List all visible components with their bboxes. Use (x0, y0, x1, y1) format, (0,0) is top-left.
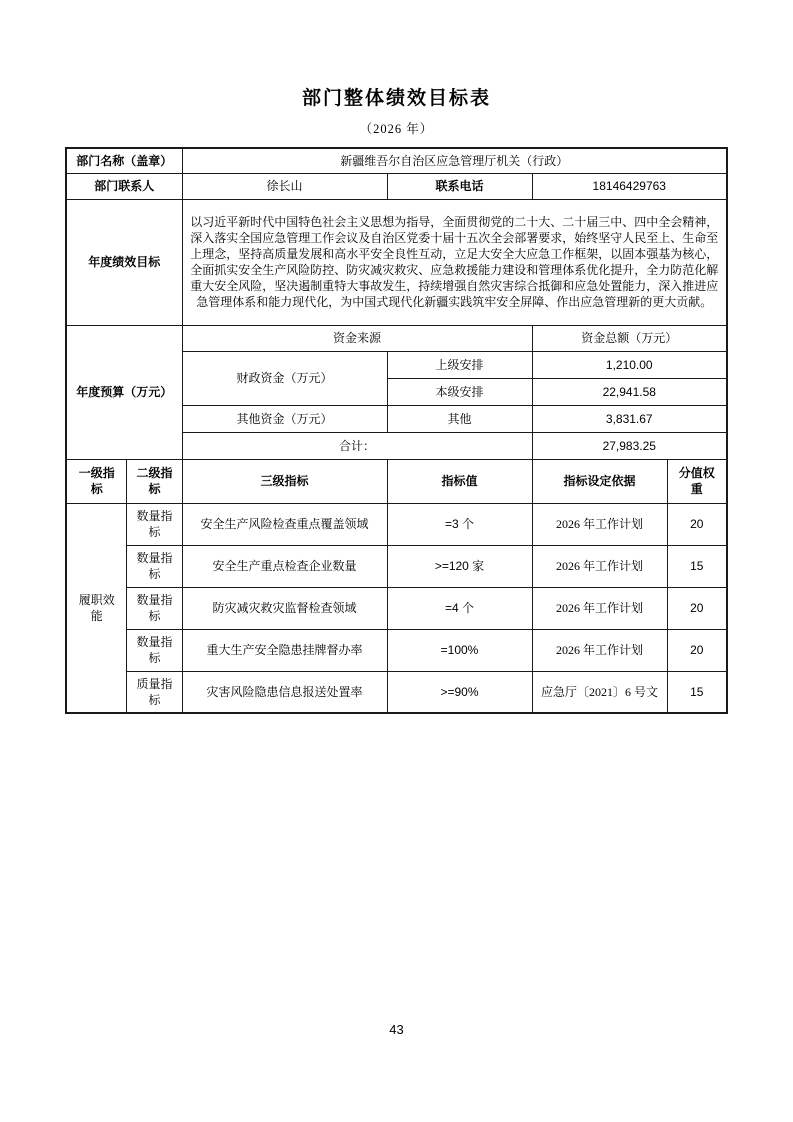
indicator-level2: 数量指标 (127, 503, 182, 545)
phone-label: 联系电话 (387, 173, 532, 199)
indicator-level2: 数量指标 (127, 587, 182, 629)
table-row (66, 173, 727, 199)
indicator-row (66, 503, 727, 545)
annual-goal-text: 以习近平新时代中国特色社会主义思想为指导，全面贯彻党的二十大、二十届三中、四中全会精神，深入落实全国应急管理工作会议及自治区党委十届十五次全会部署要求，始终坚守人民至上、生命至上理念，坚持高质量发展和高水平安全良性互动，立足大安全大应急工作框架，以固本强基为核心，全面抓实安全生产风险防控、防灾减灾救灾、应急救援能力建设和管理体系优化提升，全力防范化解重大安全风险，坚决遏制重特大事故发生，持续增强自然灾害综合抵御和应急处置能力，深入推进应急管理体系和能力现代化，为中国式现代化新疆实践筑牢安全屏障、作出应急管理新的更大贡献。 (182, 199, 727, 325)
indicator-header-row (66, 459, 727, 503)
performance-target-table (65, 147, 728, 714)
budget-fiscal-label: 财政资金（万元） (182, 351, 387, 405)
indicator-basis: 2026 年工作计划 (532, 503, 667, 545)
indicator-basis: 2026 年工作计划 (532, 545, 667, 587)
budget-other-amount: 3,831.67 (532, 405, 727, 432)
page-title: 部门整体绩效目标表 (301, 88, 491, 109)
indicator-level2: 数量指标 (127, 629, 182, 671)
indicator-weight: 20 (667, 587, 727, 629)
indicator-value: =4 个 (387, 587, 532, 629)
indicator-level3: 重大生产安全隐患挂牌督办率 (182, 629, 387, 671)
page-number: 43 (389, 1022, 404, 1037)
header-value: 指标值 (387, 459, 532, 503)
indicator-row (66, 629, 727, 671)
dept-name-label: 部门名称（盖章） (66, 148, 182, 173)
budget-total-header: 资金总额（万元） (532, 325, 727, 351)
table-row (66, 148, 727, 173)
indicator-level2: 数量指标 (127, 545, 182, 587)
indicator-level3: 安全生产风险检查重点覆盖领域 (182, 503, 387, 545)
indicator-row (66, 671, 727, 713)
table-row (66, 325, 727, 351)
header-level2: 二级指标 (127, 459, 182, 503)
indicator-level2: 质量指标 (127, 671, 182, 713)
budget-fiscal-amount: 22,941.58 (532, 378, 727, 405)
budget-source-header: 资金来源 (182, 325, 532, 351)
indicator-value: =100% (387, 629, 532, 671)
header-weight: 分值权重 (667, 459, 727, 503)
indicator-value: =3 个 (387, 503, 532, 545)
contact-label: 部门联系人 (66, 173, 182, 199)
table-row (66, 199, 727, 325)
indicator-weight: 20 (667, 629, 727, 671)
indicator-level3: 安全生产重点检查企业数量 (182, 545, 387, 587)
budget-other-type: 其他 (387, 405, 532, 432)
budget-total-label: 合计： (182, 432, 532, 459)
page-subtitle: （2026 年） (359, 122, 434, 136)
indicator-row (66, 587, 727, 629)
contact-value: 徐长山 (182, 173, 387, 199)
indicator-weight: 15 (667, 545, 727, 587)
budget-fiscal-amount: 1,210.00 (532, 351, 727, 378)
indicator-level3: 防灾减灾救灾监督检查领域 (182, 587, 387, 629)
indicator-value: >=90% (387, 671, 532, 713)
annual-goal-label: 年度绩效目标 (66, 199, 182, 325)
indicator-level3: 灾害风险隐患信息报送处置率 (182, 671, 387, 713)
budget-label: 年度预算（万元） (66, 325, 182, 459)
dept-name-value: 新疆维吾尔自治区应急管理厅机关（行政） (182, 148, 727, 173)
indicator-basis: 2026 年工作计划 (532, 587, 667, 629)
indicator-level1: 履职效能 (66, 503, 127, 713)
budget-other-label: 其他资金（万元） (182, 405, 387, 432)
header-basis: 指标设定依据 (532, 459, 667, 503)
indicator-weight: 15 (667, 671, 727, 713)
indicator-value: >=120 家 (387, 545, 532, 587)
indicator-basis: 2026 年工作计划 (532, 629, 667, 671)
budget-fiscal-type: 上级安排 (387, 351, 532, 378)
indicator-basis: 应急厅〔2021〕6 号文 (532, 671, 667, 713)
indicator-weight: 20 (667, 503, 727, 545)
header-level3: 三级指标 (182, 459, 387, 503)
indicator-row (66, 545, 727, 587)
budget-total-amount: 27,983.25 (532, 432, 727, 459)
header-level1: 一级指标 (66, 459, 127, 503)
budget-fiscal-type: 本级安排 (387, 378, 532, 405)
phone-value: 18146429763 (532, 173, 727, 199)
